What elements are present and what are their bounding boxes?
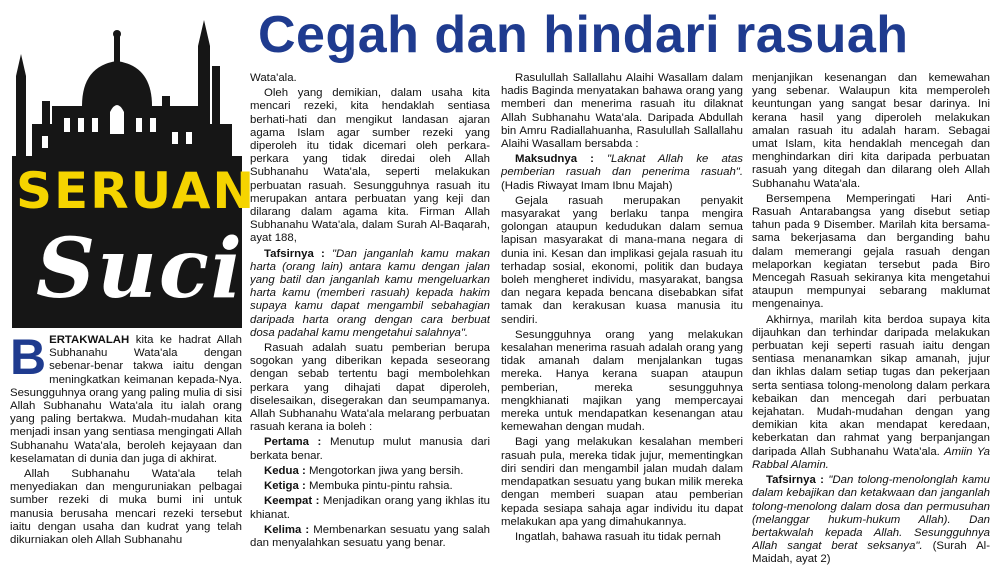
paragraph: Sesungguhnya orang yang melakukan kesalahan menerima rasuah adalah orang yang tidak amanah dalam menjalankan tugas mereka. Hanya kerana suapan ataupun pemberian, mereka sesungguhnya mengkhianati majikan yang mempercayai mereka untuk mendapatkan kesenangan atau kemewahan dengan mudah. xyxy=(501,328,743,434)
lead-text: kita ke hadrat Allah Subhanahu Wata'ala dengan sebenar-benar takwa iaitu dengan meningkatkan keimanan kepada-Nya. Sesungguhnya orang yang paling mulia di sisi Allah Subhanahu Wata'ala itu ialah orang yang paling bertakwa. Mudah-mudahan kita menjadi insan yang sentiasa mengingati Allah Subhanahu Wata'ala, beroleh kejayaan dan keselamatan di dunia dan juga di akhirat. xyxy=(10,334,242,465)
paragraph xyxy=(752,314,990,472)
list-label: Keempat : xyxy=(264,495,320,508)
paragraph: Gejala rasuah merupakan penyakit masyarakat yang berlaku tanpa mengira golongan ataupun kedudukan dalam semua lapisan masyarakat di mana-mana negara di dunia ini. Kesan dan implikasi gejala rasuah itu terhadap sosial, ekonomi, politik dan budaya boleh mengheret individu, masyarakat, bangsa dan negara kepada bencana disebabkan sifat tamak dan kerakusan kuasa manusia itu sendiri. xyxy=(501,194,743,326)
paragraph: Rasulullah Sallallahu Alaihi Wasallam dalam hadis Baginda menyatakan bahawa orang yang memberi dan menerima rasuah itu dilaknat Allah Subhanahu Wata'ala. Daripada Abdullah bin Amru Radiallahuanha, Rasulullah Sallallahu Alaihi Wasallam bersabda : xyxy=(501,72,743,151)
tafsir-paragraph xyxy=(752,474,990,566)
tafsir-text: "Dan janganlah kamu makan harta (orang lain) antara kamu dengan jalan yang batil dan janganlah kamu mengeluarkan harta kamu (memberi rasuah) kepada hakim supaya kamu dapat mengambil sebahagian daripada harta orang dengan cara berbuat dosa padahal kamu mengetahui salahnya". xyxy=(250,247,490,339)
tafsir-paragraph xyxy=(250,248,490,340)
paragraph: Ingatlah, bahawa rasuah itu tidak pernah xyxy=(515,530,721,543)
list-text: Membenarkan sesuatu yang salah dan menyalahkan sesuatu yang benar. xyxy=(250,523,490,549)
logo-word-suci: Suci xyxy=(36,221,244,317)
paragraph: Oleh yang demikian, dalam usaha kita mencari rezeki, kita hendaklah sentiasa berhati-hati dan mengikut landasan ajaran agama Islam agar sumber rezeki yang diperoleh itu tidak dicemari oleh perkara-perkara yang tidak diredai oleh Allah Subhanahu Wata'ala, seperti melakukan perbuatan rasuah. Sesungguhnya rasuah itu merupakan antara perbuatan yang keji dan dilarang dalam agama kita. Firman Allah Subhanahu Wata'ala, dalam Surah Al-Baqarah, ayat 188, xyxy=(250,87,490,245)
list-label: Kelima : xyxy=(264,523,310,536)
paragraph: menjanjikan kesenangan dan kemewahan yang sebenar. Walaupun kita memperoleh keuntungan yang sangat besar darinya. Ini kerana hasil yang diperoleh melakukan amalan rasuah itu adalah haram. Sebagai umat Islam, kita hendaklah mencegah dan menghindarkan diri kita daripada perbuatan rasuah yang ditegah dan dilarang oleh Allah Subhanahu Wata'ala. xyxy=(752,72,990,190)
list-text: Menutup mulut manusia dari berkata benar. xyxy=(250,436,490,462)
tafsir-label: Tafsirnya : xyxy=(766,474,824,487)
list-text: Mengotorkan jiwa yang bersih. xyxy=(305,464,464,477)
list-label: Pertama : xyxy=(264,436,322,449)
headline: Cegah dan hindari rasuah xyxy=(258,6,909,64)
seruan-suci-logo xyxy=(12,6,257,328)
maksud-label: Maksudnya : xyxy=(515,153,594,166)
article-column-1 xyxy=(10,334,242,580)
logo-word-seruan: SERUAN xyxy=(16,162,257,220)
paragraph: Bersempena Memperingati Hari Anti-Rasuah Antarabangsa yang disebut setiap tahun pada 9 Disember. Marilah kita bersama-sama bekerjasama dan berganding bahu dalam memerangi gejala rasuah dengan melaporkan kegiatan tersebut pada Biro Mencegah Rasuah sekiranya kita mengetahui ataupun mempunyai sebarang maklumat mengenainya. xyxy=(752,192,990,311)
paragraph: Wata'ala. xyxy=(250,72,297,84)
paragraph: Bagi yang melakukan kesalahan memberi rasuah pula, mereka tidak jujur, mementingkan diri sendiri dan mengambil jalan mudah dalam mendapatkan sesuatu yang bukan milik mereka dengan memberi suapan atau pemberian kepada sesiapa sahaja agar individu itu dapat melakukan apa yang dimahukannya. xyxy=(501,436,743,528)
list-item xyxy=(250,524,490,550)
article-column-3 xyxy=(501,72,743,578)
amin-text: Amiin Ya Rabbal Alamin. xyxy=(752,445,990,471)
paragraph: Rasuah adalah suatu pemberian berupa sogokan yang diberikan kepada seseorang dengan sebab tertentu bagi membolehkan perkara yang dihajati dapat diperoleh, diselesaikan, disegerakan dan seumpamanya. Allah Subhanahu Wata'ala melarang perbuatan rasuah kerana ia boleh : xyxy=(250,342,490,434)
maksud-text: "Laknat Allah ke atas pemberian rasuah dan penerima rasuah". xyxy=(501,153,743,179)
article-column-2 xyxy=(250,72,490,578)
list-text: Menjadikan orang yang ikhlas itu khianat. xyxy=(250,495,490,521)
article-column-4 xyxy=(752,72,990,578)
tafsir-label: Tafsirnya : xyxy=(264,247,325,260)
lead-word: ERTAKWALAH xyxy=(49,334,130,346)
list-item xyxy=(250,465,490,478)
list-item xyxy=(250,436,490,462)
list-text: Membuka pintu-pintu rahsia. xyxy=(305,480,453,493)
list-label: Kedua : xyxy=(264,464,306,477)
list-label: Ketiga : xyxy=(264,480,306,493)
list-item xyxy=(250,480,490,493)
paragraph-text: Akhirnya, marilah kita berdoa supaya kita dijauhkan dan terhindar daripada melakukan perbuatan keji seperti rasuah iaitu dengan sentiasa menanamkan sikap amanah, jujur dan ikhlas dalam setiap tugas dan pekerjaan serta sentiasa tolong-menolong dalam perkara kebaikan dan mencegah dari perbuatan kejahatan. Mudah-mudahan dengan yang demikian kita akan mendapat keredaan, keberkatan dan rahmat yang berpanjangan daripada Allah Subhanahu Wata'ala. xyxy=(752,313,990,458)
lead-paragraph xyxy=(10,334,242,466)
paragraph: Allah Subhanahu Wata'ala telah menyediakan dan menguruniakan pelbagai sumber rezeki di muka bumi ini untuk manusia berusaha mencari rezeki tersebut iaitu dengan usaha dan kudrat yang telah dikurniakan oleh Allah Subhanahu xyxy=(10,468,242,547)
drop-cap: B xyxy=(10,334,47,385)
maksud-source: (Hadis Riwayat Imam Ibnu Majah) xyxy=(501,179,673,192)
maksud-paragraph xyxy=(501,153,743,193)
tafsir-text: "Dan tolong-menolonglah kamu dalam kebajikan dan ketakwaan dan janganlah tolong-menolong dalam dosa dan permusuhan (melanggar hukum-hukum Allah). Dan bertakwalah kepada Allah. Sesungguhnya Allah sangat berat seksanya". xyxy=(752,474,990,553)
tafsir-source: (Surah Al-Maidah, ayat 2) xyxy=(752,540,990,566)
list-item xyxy=(250,495,490,521)
